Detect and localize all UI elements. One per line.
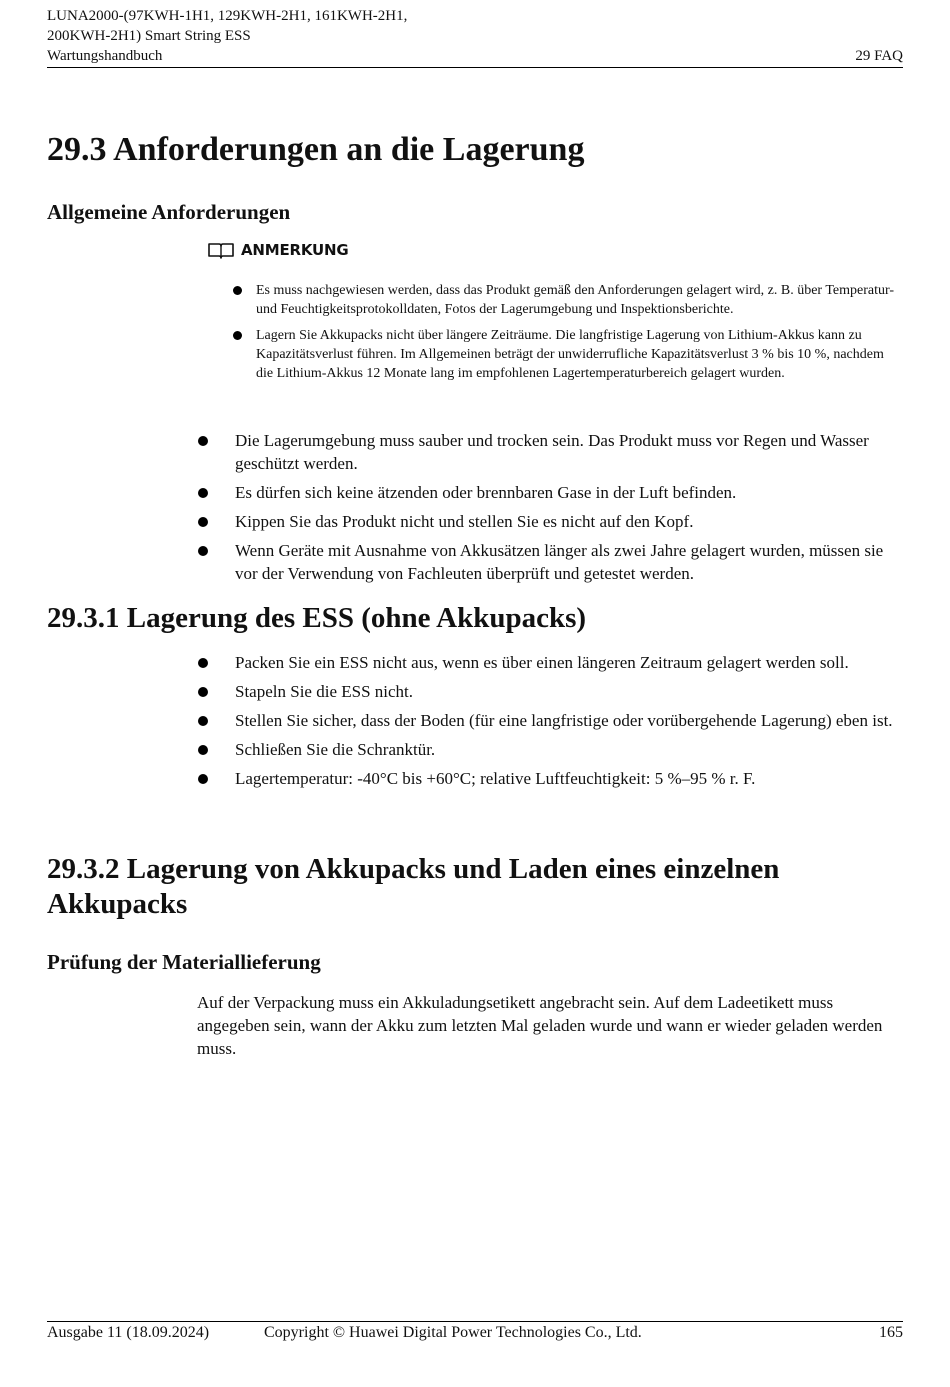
list-item: Es muss nachgewiesen werden, dass das Produkt gemäß den Anforderungen gelagert wird, z. B. über Temperatur- und Feuchtigkeitsprotokolldaten, Fotos der Lagerumgebung und Inspektionsberichte. (256, 281, 904, 319)
general-requirements-heading: Allgemeine Anforderungen (47, 200, 291, 224)
bullet-icon (198, 687, 208, 697)
list-item: Die Lagerumgebung muss sauber und trocken sein. Das Produkt muss vor Regen und Wasser geschützt werden. (235, 429, 903, 475)
list-item: Es dürfen sich keine ätzenden oder brennbaren Gase in der Luft befinden. (235, 481, 903, 504)
list-item: Packen Sie ein ESS nicht aus, wenn es über einen längeren Zeitraum gelagert werden soll. (235, 651, 903, 674)
delivery-inspection-heading: Prüfung der Materiallieferung (47, 950, 321, 974)
list-item: Schließen Sie die Schranktür. (235, 738, 903, 761)
list-item: Stapeln Sie die ESS nicht. (235, 680, 903, 703)
list-item: Lagertemperatur: -40°C bis +60°C; relative Luftfeuchtigkeit: 5 %–95 % r. F. (235, 767, 903, 790)
bullet-icon (198, 658, 208, 668)
list-item: Wenn Geräte mit Ausnahme von Akkusätzen länger als zwei Jahre gelagert wurden, müssen sie vor der Verwendung von Fachleuten überprüft und getestet werden. (235, 539, 903, 585)
bullet-icon (198, 546, 208, 556)
bullet-icon (198, 436, 208, 446)
note-list (256, 281, 904, 390)
bullet-icon (198, 517, 208, 527)
page-header (47, 6, 903, 66)
list-item: Stellen Sie sicher, dass der Boden (für eine langfristige oder vorübergehende Lagerung) eben ist. (235, 709, 903, 732)
header-divider (47, 67, 903, 68)
edition-info: Ausgabe 11 (18.09.2024) (47, 1324, 210, 1341)
list-item: Lagern Sie Akkupacks nicht über längere Zeiträume. Die langfristige Lagerung von Lithium-Akkus kann zu Kapazitätsverlust führen. Im Allgemeinen beträgt der unwiderrufliche Kapazitätsverlust 3 % bis 10 %, nachdem die Lithium-Akkus 12 Monate lang im empfohlenen Lagertemperaturbereich gelagert wurden. (256, 326, 904, 383)
ess-storage-list (235, 651, 903, 796)
document-title-line1: LUNA2000-(97KWH-1H1, 129KWH-2H1, 161KWH-2H1, (47, 8, 408, 24)
chapter-name: 29 FAQ (855, 48, 903, 64)
book-icon (207, 241, 235, 259)
subsection-title-battery-storage: 29.3.2 Lagerung von Akkupacks und Laden eines einzelnen Akkupacks (47, 853, 780, 920)
bullet-icon (233, 331, 242, 340)
document-title-line2: 200KWH-2H1) Smart String ESS (47, 28, 251, 44)
footer-divider (47, 1321, 903, 1322)
page-number: 165 (879, 1324, 903, 1341)
bullet-icon (233, 286, 242, 295)
bullet-icon (198, 774, 208, 784)
section-title: 29.3 Anforderungen an die Lagerung (47, 131, 585, 168)
bullet-icon (198, 716, 208, 726)
copyright-notice: Copyright © Huawei Digital Power Technologies Co., Ltd. (264, 1324, 642, 1341)
bullet-icon (198, 488, 208, 498)
manual-name: Wartungshandbuch (47, 48, 163, 64)
list-item: Kippen Sie das Produkt nicht und stellen Sie es nicht auf den Kopf. (235, 510, 903, 533)
general-requirements-list (235, 429, 903, 591)
note-label: ANMERKUNG (241, 241, 349, 259)
note-heading (207, 241, 349, 259)
delivery-inspection-paragraph: Auf der Verpackung muss ein Akkuladungsetikett angebracht sein. Auf dem Ladeetikett muss angegeben sein, wann der Akku zum letzten Mal geladen wurde und wann er wieder geladen werden muss. (197, 993, 883, 1058)
subsection-title-ess-storage: 29.3.1 Lagerung des ESS (ohne Akkupacks) (47, 602, 587, 634)
bullet-icon (198, 745, 208, 755)
